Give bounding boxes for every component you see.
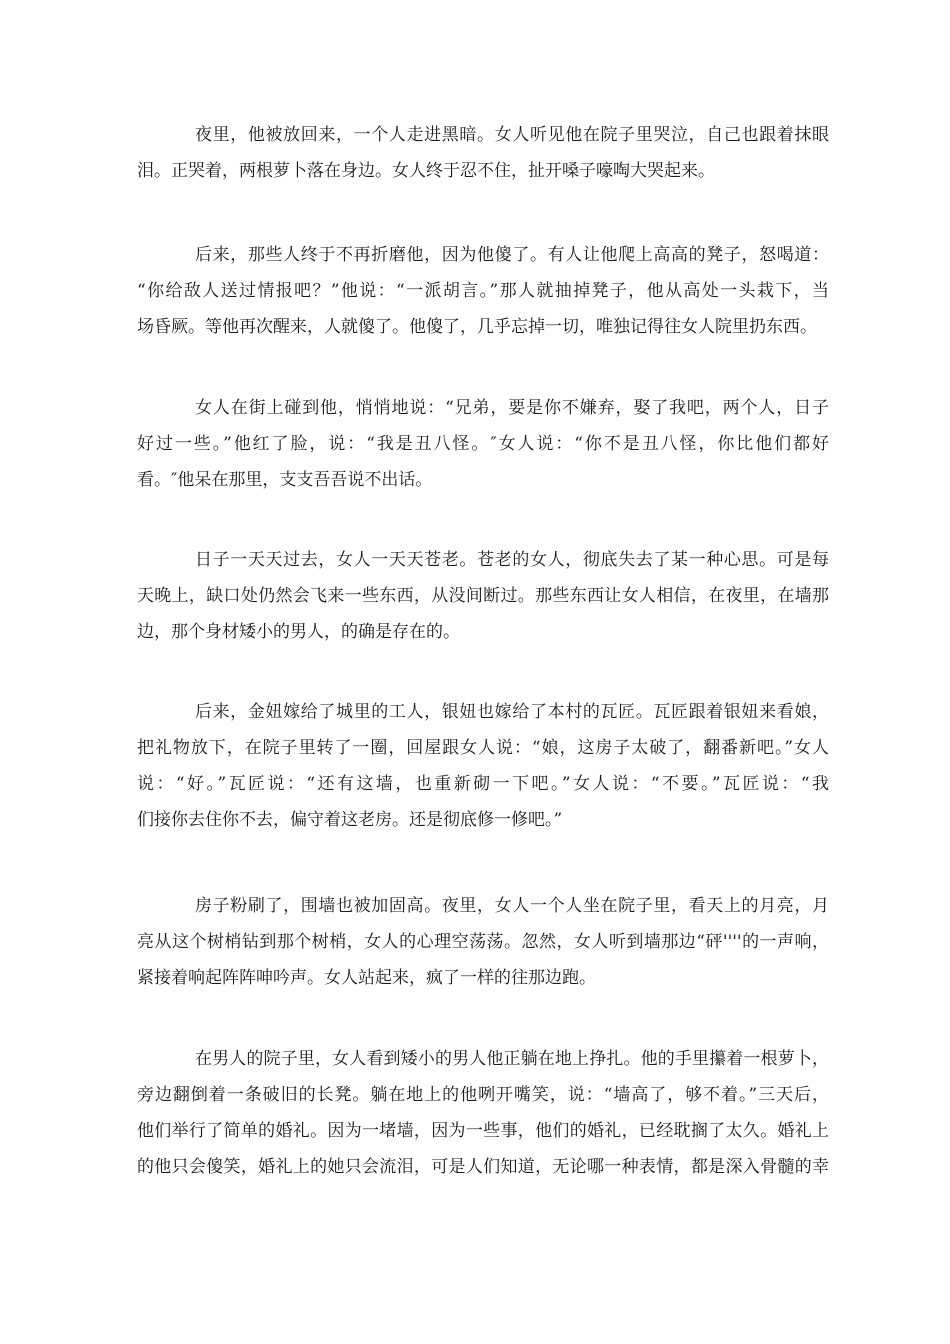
paragraph-3	[137, 390, 829, 498]
paragraph-7-line-1: 在男人的院子里，女人看到矮小的男人他正躺在地上挣扎。他的手里攥着一根萝卜，	[195, 1049, 829, 1069]
paragraph-7-line-3: 他们举行了简单的婚礼。因为一堵墙，因为一些事，他们的婚礼，已经耽搁了太久。婚礼上	[137, 1121, 829, 1141]
paragraph-1-line-2: 泪。正哭着，两根萝卜落在身边。女人终于忍不住，扯开嗓子嚎啕大哭起来。	[137, 161, 715, 181]
paragraph-5-line-1: 后来，金妞嫁给了城里的工人，银妞也嫁给了本村的瓦匠。瓦匠跟着银妞来看娘，	[195, 702, 829, 722]
paragraph-2-line-1: 后来，那些人终于不再折磨他，因为他傻了。有人让他爬上高高的凳子，怒喝道：	[195, 245, 829, 265]
paragraph-2-line-2: “你给敌人送过情报吧？”他说：“一派胡言。”那人就抽掉凳子，他从高处一头栽下，当	[137, 281, 829, 301]
paragraph-6-line-1: 房子粉刷了，围墙也被加固高。夜里，女人一个人坐在院子里，看天上的月亮，月	[195, 896, 829, 916]
paragraph-7-line-2: 旁边翻倒着一条破旧的长凳。躺在地上的他咧开嘴笑，说：“墙高了，够不着。”三天后，	[137, 1085, 829, 1105]
paragraph-5-line-3: 说：“好。”瓦匠说：“还有这墙，也重新砌一下吧。”女人说：“不要。”瓦匠说：“我	[137, 774, 829, 794]
paragraph-3-line-2: 好过一些。”他红了脸，说：“我是丑八怪。″女人说：“你不是丑八怪，你比他们都好	[137, 434, 829, 454]
paragraph-5-line-4: 们接你去住你不去，偏守着这老房。还是彻底修一修吧。”	[137, 810, 563, 830]
paragraph-2-line-3: 场昏厥。等他再次醒来，人就傻了。他傻了，几乎忘掉一切，唯独记得往女人院里扔东西。	[137, 317, 817, 337]
paragraph-4-line-3: 边，那个身材矮小的男人，的确是存在的。	[137, 622, 460, 642]
paragraph-1	[137, 117, 829, 189]
paragraph-5-line-2: 把礼物放下，在院子里转了一圈，回屋跟女人说：“娘，这房子太破了，翻番新吧。”女人	[137, 738, 829, 758]
paragraph-2	[137, 237, 829, 345]
paragraph-4-line-2: 天晚上，缺口处仍然会飞来一些东西，从没间断过。那些东西让女人相信，在夜里，在墙那	[137, 586, 829, 606]
paragraph-4-line-1: 日子一天天过去，女人一天天苍老。苍老的女人，彻底失去了某一种心思。可是每	[195, 550, 829, 570]
paragraph-3-line-3: 看。″他呆在那里，支支吾吾说不出话。	[137, 470, 433, 490]
paragraph-3-line-1: 女人在街上碰到他，悄悄地说：“兄弟，要是你不嫌弃，娶了我吧，两个人，日子	[195, 398, 829, 418]
paragraph-5	[137, 694, 829, 838]
paragraph-6-line-2: 亮从这个树梢钻到那个树梢，女人的心理空荡荡。忽然，女人听到墙那边“砰''''的一声响，	[137, 932, 829, 952]
paragraph-6	[137, 888, 829, 996]
paragraph-6-line-3: 紧接着响起阵阵呻吟声。女人站起来，疯了一样的往那边跑。	[137, 968, 596, 988]
paragraph-7-line-4: 的他只会傻笑，婚礼上的她只会流泪，可是人们知道，无论哪一种表情，都是深入骨髓的幸	[137, 1157, 829, 1177]
paragraph-7	[137, 1041, 829, 1185]
paragraph-4	[137, 542, 829, 650]
paragraph-1-line-1: 夜里，他被放回来，一个人走进黑暗。女人听见他在院子里哭泣，自己也跟着抹眼	[195, 125, 829, 145]
